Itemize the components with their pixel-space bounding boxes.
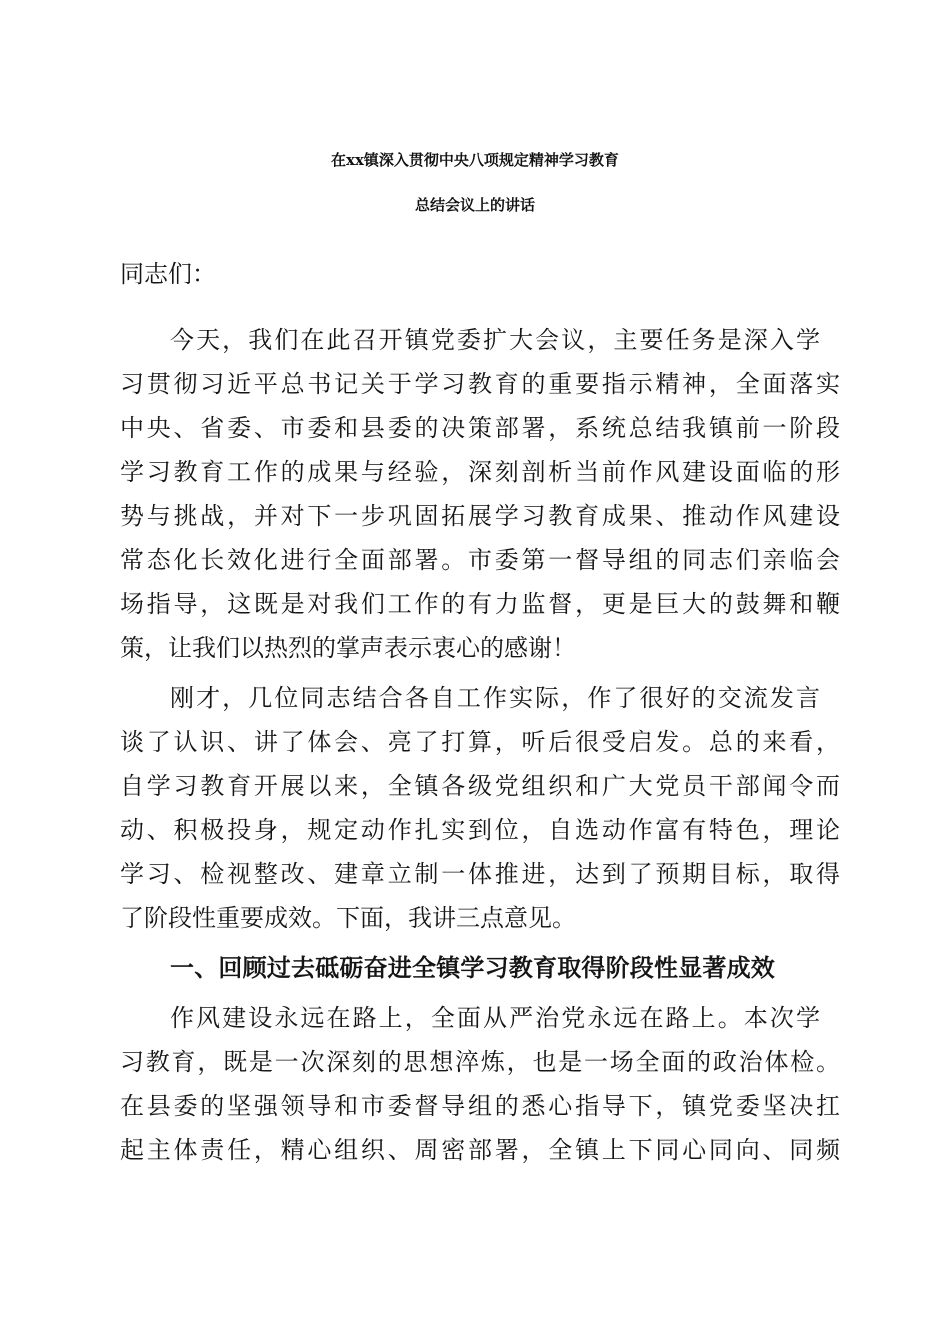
document-title-line-1: 在xx镇深入贯彻中央八项规定精神学习教育 — [331, 151, 619, 169]
paragraph-2-line: 自学习教育开展以来，全镇各级党组织和广大党员干部闻令而 — [120, 772, 840, 800]
paragraph-1-line: 场指导，这既是对我们工作的有力监督，更是巨大的鼓舞和鞭 — [120, 590, 840, 618]
paragraph-1-line: 势与挑战，并对下一步巩固拓展学习教育成果、推动作风建设 — [120, 502, 840, 530]
paragraph-3-line: 在县委的坚强领导和市委督导组的悉心指导下，镇党委坚决扛 — [120, 1092, 840, 1120]
paragraph-1-line: 常态化长效化进行全面部署。市委第一督导组的同志们亲临会 — [120, 546, 840, 574]
paragraph-3-line: 作风建设永远在路上，全面从严治党永远在路上。本次学 — [170, 1004, 820, 1032]
paragraph-2-line: 了阶段性重要成效。下面，我讲三点意见。 — [120, 904, 576, 932]
paragraph-3-line: 起主体责任，精心组织、周密部署，全镇上下同心同向、同频 — [120, 1136, 840, 1164]
paragraph-1-line: 习贯彻习近平总书记关于学习教育的重要指示精神，全面落实 — [120, 370, 840, 398]
paragraph-1-line: 中央、省委、市委和县委的决策部署，系统总结我镇前一阶段 — [120, 414, 840, 442]
paragraph-3-line: 习教育，既是一次深刻的思想淬炼，也是一场全面的政治体检。 — [120, 1048, 840, 1076]
document-title-line-2: 总结会议上的讲话 — [414, 196, 535, 214]
section-1-heading: 一、回顾过去砥砺奋进全镇学习教育取得阶段性显著成效 — [170, 954, 775, 982]
salutation: 同志们： — [120, 260, 216, 288]
paragraph-2-line: 刚才，几位同志结合各自工作实际，作了很好的交流发言 — [170, 684, 820, 712]
paragraph-2-line: 学习、检视整改、建章立制一体推进，达到了预期目标，取得 — [120, 860, 840, 888]
paragraph-2-line: 谈了认识、讲了体会、亮了打算，听后很受启发。总的来看， — [120, 728, 840, 756]
paragraph-1-line: 策，让我们以热烈的掌声表示衷心的感谢！ — [120, 634, 576, 662]
paragraph-2-line: 动、积极投身，规定动作扎实到位，自选动作富有特色，理论 — [120, 816, 840, 844]
paragraph-1-line: 今天，我们在此召开镇党委扩大会议，主要任务是深入学 — [170, 326, 820, 354]
paragraph-1-line: 学习教育工作的成果与经验，深刻剖析当前作风建设面临的形 — [120, 458, 840, 486]
